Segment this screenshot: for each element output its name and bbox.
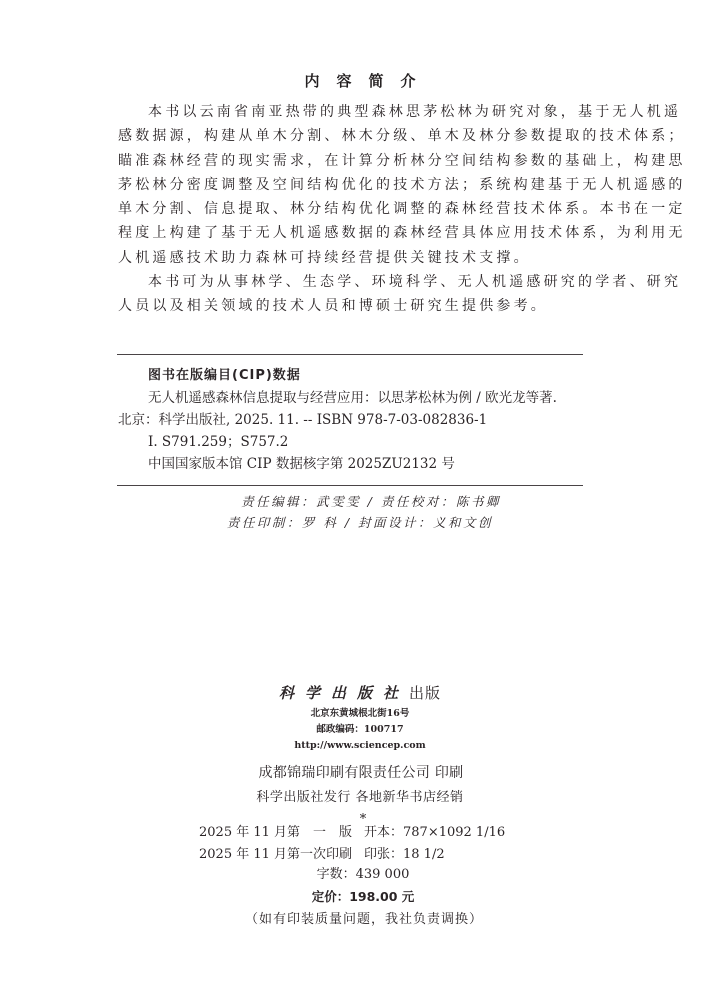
synopsis-line: 程度上构建了基于无人机遥感数据的森林经营具体应用技术体系，为利用无 — [118, 225, 686, 242]
cip-block — [118, 365, 584, 475]
synopsis-line: 感数据源，构建从单木分割、林木分级、单木及林分参数提取的技术体系； — [118, 128, 686, 145]
word-count: 字数：439 000 — [316, 867, 410, 882]
distribution: 科学出版社发行 各地新华书店经销 — [256, 790, 464, 805]
edition-date: 2025 年 11 月第 一 版 — [199, 825, 353, 840]
publisher-address: 北京东黄城根北街16号 — [310, 708, 410, 719]
synopsis-line: 茅松林分密度调整及空间结构优化的技术方法；系统构建基于无人机遥感的 — [118, 176, 686, 193]
publisher-postcode: 邮政编码：100717 — [316, 724, 404, 735]
format-size: 开本：787×1092 1/16 — [364, 825, 506, 840]
edition-info — [199, 822, 519, 866]
page-title: 内容简介 — [304, 72, 433, 90]
cip-header: 图书在版编目(CIP)数据 — [148, 368, 301, 383]
credits-production: 责任印制：罗 科 / 封面设计：义和文创 — [226, 515, 494, 530]
synopsis — [118, 100, 686, 319]
print-sheets: 印张：18 1/2 — [364, 847, 445, 862]
synopsis-line: 人员以及相关领域的技术人员和博硕士研究生提供参考。 — [118, 298, 548, 315]
printing-date: 2025 年 11 月第一次印刷 — [199, 847, 353, 862]
price-block — [0, 864, 720, 932]
cip-record-line: 中国国家版本馆 CIP 数据核字第 2025ZU2132 号 — [148, 456, 455, 472]
credits — [0, 491, 720, 533]
edition-row — [199, 822, 519, 844]
cip-top-rule — [117, 354, 583, 355]
publisher-block — [0, 680, 720, 830]
synopsis-line: 瞄准森林经营的现实需求，在计算分析林分空间结构参数的基础上，构建思 — [118, 152, 686, 169]
separator-star: * — [359, 812, 367, 827]
printer: 成都锦瑞印刷有限责任公司 印刷 — [258, 765, 464, 781]
price: 定价：198.00 元 — [311, 889, 415, 904]
publisher-logo: 科学出版社 — [278, 684, 409, 702]
edition-row — [199, 844, 519, 866]
cip-title-line: 无人机遥感森林信息提取与经营应用：以思茅松林为例 / 欧光龙等著. — [148, 390, 557, 406]
synopsis-line: 单木分割、信息提取、林分结构优化调整的森林经营技术体系。本书在一定 — [118, 201, 686, 218]
synopsis-line: 本书以云南省南亚热带的典型森林思茅松林为研究对象，基于无人机遥 — [148, 104, 682, 120]
credits-editors: 责任编辑：武雯雯 / 责任校对：陈书卿 — [241, 494, 501, 509]
publisher-url: http://www.sciencep.com — [294, 740, 426, 751]
publisher-logo-suffix: 出版 — [409, 684, 442, 702]
synopsis-line: 本书可为从事林学、生态学、环境科学、无人机遥感研究的学者、研究 — [148, 274, 682, 291]
quality-note: （如有印装质量问题，我社负责调换） — [244, 912, 483, 927]
cip-bottom-rule — [117, 485, 583, 486]
cip-classification-line: Ⅰ. S791.259；S757.2 — [148, 434, 289, 450]
cip-publisher-line: 北京：科学出版社, 2025. 11. -- ISBN 978-7-03-082836-1 — [118, 412, 488, 428]
synopsis-line: 人机遥感技术助力森林可持续经营提供关键技术支撑。 — [118, 249, 531, 266]
